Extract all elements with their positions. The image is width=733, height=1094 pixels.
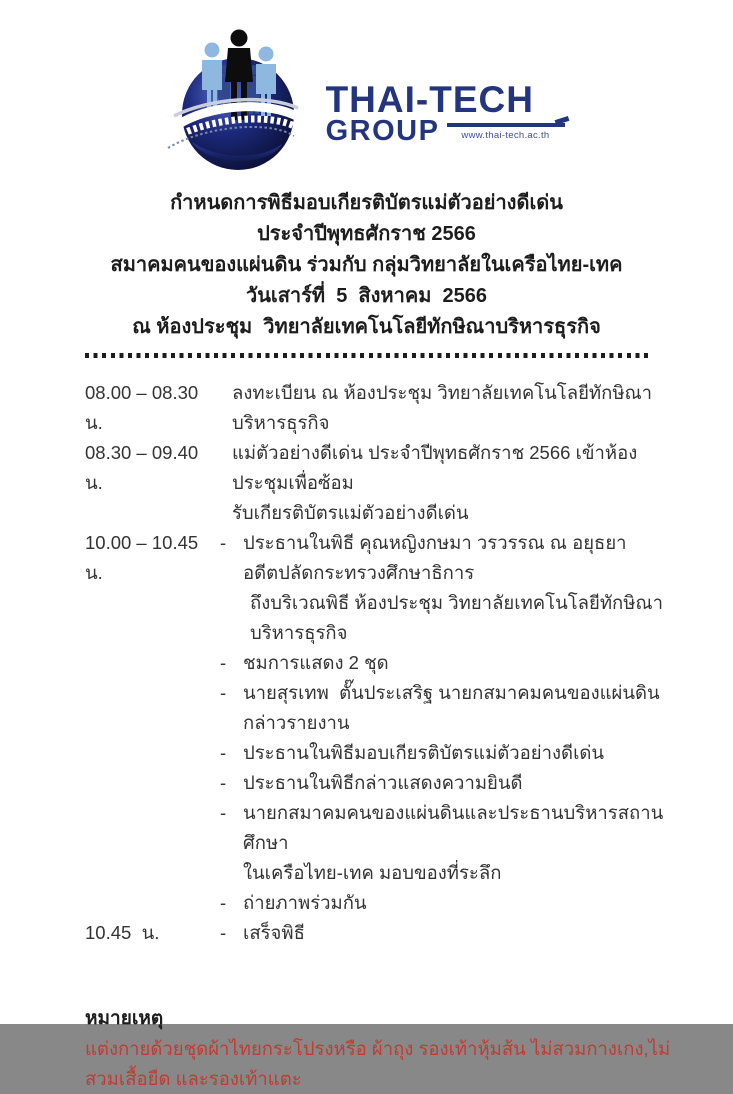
schedule-line (217, 768, 678, 798)
schedule-line-text: ถึงบริเวณพิธี ห้องประชุม วิทยาลัยเทคโนโลยีทักษิณาบริหารธุรกิจ (250, 592, 663, 643)
title-line: ณ ห้องประชุม วิทยาลัยเทคโนโลยีทักษิณาบริหารธุรกิจ (132, 316, 601, 338)
schedule-line (217, 378, 678, 438)
schedule-line-text: ในเครือไทย-เทค มอบของที่ระลึก (243, 862, 502, 883)
brand-rule (447, 123, 565, 141)
schedule-line-text: เสร็จพิธี (243, 922, 305, 943)
schedule-row (85, 528, 678, 918)
schedule-line-text: นายสุรเทพ ตั๊นประเสริฐ นายกสมาคมคนของแผ่นดิน กล่าวรายงาน (243, 682, 665, 733)
note-text: แต่งกายด้วยชุดผ้าไทยกระโปรงหรือ ผ้าถุง รองเท้าหุ้มส้น ไม่สวมกางเกง,ไม่สวมเสื้อยืด และรองเท้าแตะ (85, 1038, 671, 1089)
brand-name: THAI-TECH (325, 79, 534, 120)
schedule-list (85, 378, 678, 948)
schedule-line (217, 798, 678, 858)
schedule-line (217, 438, 678, 498)
schedule-line (217, 558, 678, 588)
note-label: หมายเหตุ (85, 1008, 164, 1029)
bullet-dash: - (220, 682, 227, 703)
title-block (0, 188, 733, 343)
schedule-row (85, 438, 678, 528)
schedule-line (217, 678, 678, 738)
schedule-line-text: แม่ตัวอย่างดีเด่น ประจำปีพุทธศักราช 2566 เข้าห้องประชุมเพื่อซ้อม (232, 442, 638, 493)
schedule-line-text: ประธานในพิธีกล่าวแสดงความยินดี (243, 772, 523, 793)
globe-logo-icon (174, 24, 312, 170)
schedule-line-text: ลงทะเบียน ณ ห้องประชุม วิทยาลัยเทคโนโลยีทักษิณาบริหารธุรกิจ (232, 382, 653, 433)
schedule-time: 10.45 น. (85, 922, 160, 943)
schedule-line-text: นายกสมาคมคนของแผ่นดินและประธานบริหารสถานศึกษา (243, 802, 664, 853)
bullet-dash: - (220, 922, 227, 943)
dotted-separator (85, 353, 650, 358)
schedule-time: 08.30 – 09.40 น. (85, 442, 204, 493)
schedule-line (217, 588, 678, 648)
title-line: ประจำปีพุทธศักราช 2566 (257, 223, 476, 245)
bullet-dash: - (220, 772, 227, 793)
schedule-line-text: อดีตปลัดกระทรวงศึกษาธิการ (243, 562, 475, 583)
schedule-line (217, 738, 678, 768)
schedule-line-text: ถ่ายภาพร่วมกัน (243, 892, 367, 913)
logo (6, 0, 733, 170)
brand-text (325, 79, 566, 147)
schedule-line (217, 888, 678, 918)
brand-subname: GROUP (325, 115, 440, 147)
note-block (85, 1004, 678, 1094)
schedule-content (217, 438, 678, 528)
schedule-content (217, 918, 678, 948)
bullet-dash: - (220, 802, 227, 823)
schedule-line-text: ชมการแสดง 2 ชุด (243, 652, 389, 673)
title-line: สมาคมคนของแผ่นดิน ร่วมกับ กลุ่มวิทยาลัยในเครือไทย-เทค (110, 254, 623, 276)
bullet-dash: - (220, 742, 227, 763)
pen-line-icon (447, 123, 565, 127)
bullet-dash: - (220, 652, 227, 673)
schedule-line-text: ประธานในพิธี คุณหญิงกษมา วรวรรณ ณ อยุธยา (243, 532, 627, 553)
schedule-line (217, 918, 678, 948)
title-line: วันเสาร์ที่ 5 สิงหาคม 2566 (245, 285, 487, 307)
schedule-line (217, 858, 678, 888)
schedule-line (217, 528, 678, 558)
brand-website: www.thai-tech.ac.th (461, 130, 550, 141)
schedule-time: 10.00 – 10.45 น. (85, 532, 204, 583)
schedule-row (85, 918, 678, 948)
bullet-dash: - (220, 892, 227, 913)
schedule-time: 08.00 – 08.30 น. (85, 382, 204, 433)
schedule-line-text: ประธานในพิธีมอบเกียรติบัตรแม่ตัวอย่างดีเด่น (243, 742, 605, 763)
title-line: กำหนดการพิธีมอบเกียรติบัตรแม่ตัวอย่างดีเด่น (170, 192, 563, 214)
schedule-line-text: รับเกียรติบัตรแม่ตัวอย่างดีเด่น (232, 502, 469, 523)
schedule-content (217, 528, 678, 918)
schedule-line (217, 648, 678, 678)
schedule-line (217, 498, 678, 528)
schedule-content (217, 378, 678, 438)
schedule-row (85, 378, 678, 438)
bullet-dash: - (220, 532, 227, 553)
